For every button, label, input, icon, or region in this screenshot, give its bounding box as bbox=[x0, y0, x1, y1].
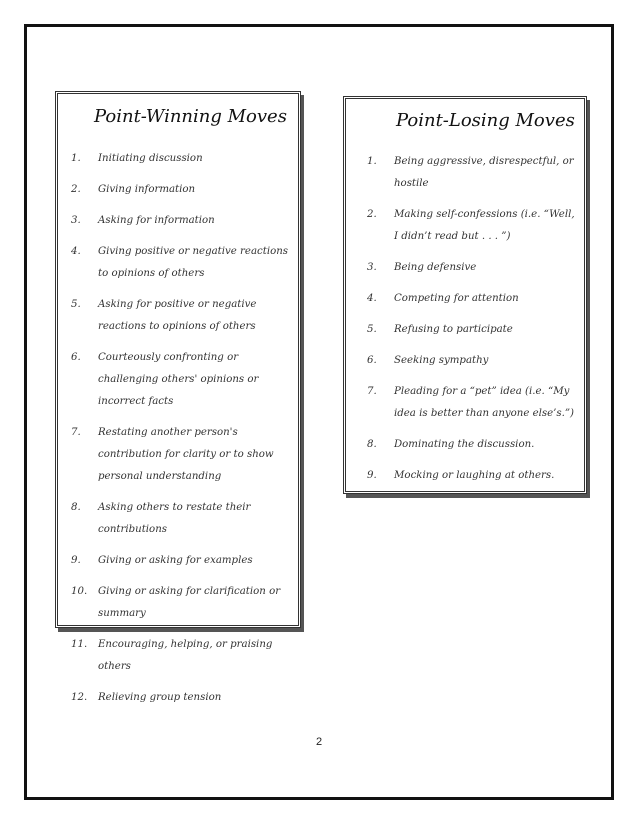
item-number: 11. bbox=[71, 639, 88, 650]
list-item bbox=[71, 634, 293, 678]
item-number: 7. bbox=[367, 386, 377, 397]
item-text: Giving or asking for clarification or summary bbox=[98, 586, 281, 619]
item-text: Pleading for a “pet” idea (i.e. “My idea is better than anyone else’s.”) bbox=[394, 386, 575, 419]
item-number: 5. bbox=[71, 299, 81, 310]
item-text: Initiating discussion bbox=[98, 153, 203, 164]
item-number: 6. bbox=[367, 355, 377, 366]
list-item bbox=[367, 257, 581, 279]
list-item bbox=[71, 148, 293, 170]
list-item bbox=[367, 151, 581, 195]
item-number: 5. bbox=[367, 324, 377, 335]
item-text: Courteously confronting or challenging others' opinions or incorrect facts bbox=[98, 352, 259, 407]
list-item bbox=[367, 204, 581, 248]
item-number: 3. bbox=[71, 215, 81, 226]
item-text: Relieving group tension bbox=[98, 692, 222, 703]
item-number: 10. bbox=[71, 586, 88, 597]
list-item bbox=[367, 288, 581, 310]
list-item bbox=[367, 381, 581, 425]
item-number: 2. bbox=[367, 209, 377, 220]
item-text: Seeking sympathy bbox=[394, 355, 489, 366]
list-item bbox=[71, 210, 293, 232]
point-losing-title: Point-Losing Moves bbox=[396, 110, 575, 131]
list-item bbox=[71, 550, 293, 572]
list-item bbox=[71, 581, 293, 625]
list-item bbox=[367, 434, 581, 456]
list-item bbox=[71, 422, 293, 488]
item-text: Being defensive bbox=[394, 262, 477, 273]
list-item bbox=[367, 319, 581, 341]
item-number: 7. bbox=[71, 427, 81, 438]
item-number: 9. bbox=[71, 555, 81, 566]
page-number: 2 bbox=[315, 736, 323, 748]
point-winning-title: Point-Winning Moves bbox=[94, 106, 287, 127]
item-text: Dominating the discussion. bbox=[394, 439, 535, 450]
item-number: 2. bbox=[71, 184, 81, 195]
list-item bbox=[71, 497, 293, 541]
item-number: 8. bbox=[367, 439, 377, 450]
item-text: Making self-confessions (i.e. “Well, I didn’t read but . . . ”) bbox=[394, 209, 575, 242]
list-item bbox=[71, 347, 293, 413]
list-item bbox=[71, 687, 293, 709]
item-number: 8. bbox=[71, 502, 81, 513]
item-text: Mocking or laughing at others. bbox=[394, 470, 555, 481]
list-item bbox=[71, 294, 293, 338]
list-item bbox=[71, 241, 293, 285]
list-item bbox=[367, 465, 581, 487]
list-item bbox=[367, 350, 581, 372]
item-text: Restating another person's contribution for clarity or to show personal understanding bbox=[98, 427, 274, 482]
item-number: 4. bbox=[71, 246, 81, 257]
item-text: Asking others to restate their contributions bbox=[98, 502, 251, 535]
item-number: 12. bbox=[71, 692, 88, 703]
item-number: 6. bbox=[71, 352, 81, 363]
item-number: 9. bbox=[367, 470, 377, 481]
item-text: Refusing to participate bbox=[394, 324, 513, 335]
point-losing-list bbox=[367, 151, 581, 496]
item-number: 4. bbox=[367, 293, 377, 304]
point-losing-box bbox=[343, 96, 587, 494]
item-text: Competing for attention bbox=[394, 293, 519, 304]
item-number: 3. bbox=[367, 262, 377, 273]
item-text: Being aggressive, disrespectful, or hostile bbox=[394, 156, 574, 189]
item-text: Giving information bbox=[98, 184, 196, 195]
item-number: 1. bbox=[71, 153, 81, 164]
item-text: Asking for positive or negative reactions to opinions of others bbox=[98, 299, 257, 332]
point-winning-list bbox=[71, 148, 293, 718]
item-number: 1. bbox=[367, 156, 377, 167]
point-winning-box bbox=[55, 91, 301, 703]
item-text: Asking for information bbox=[98, 215, 215, 226]
item-text: Giving positive or negative reactions to opinions of others bbox=[98, 246, 289, 279]
item-text: Giving or asking for examples bbox=[98, 555, 253, 566]
item-text: Encouraging, helping, or praising others bbox=[98, 639, 273, 672]
list-item bbox=[71, 179, 293, 201]
